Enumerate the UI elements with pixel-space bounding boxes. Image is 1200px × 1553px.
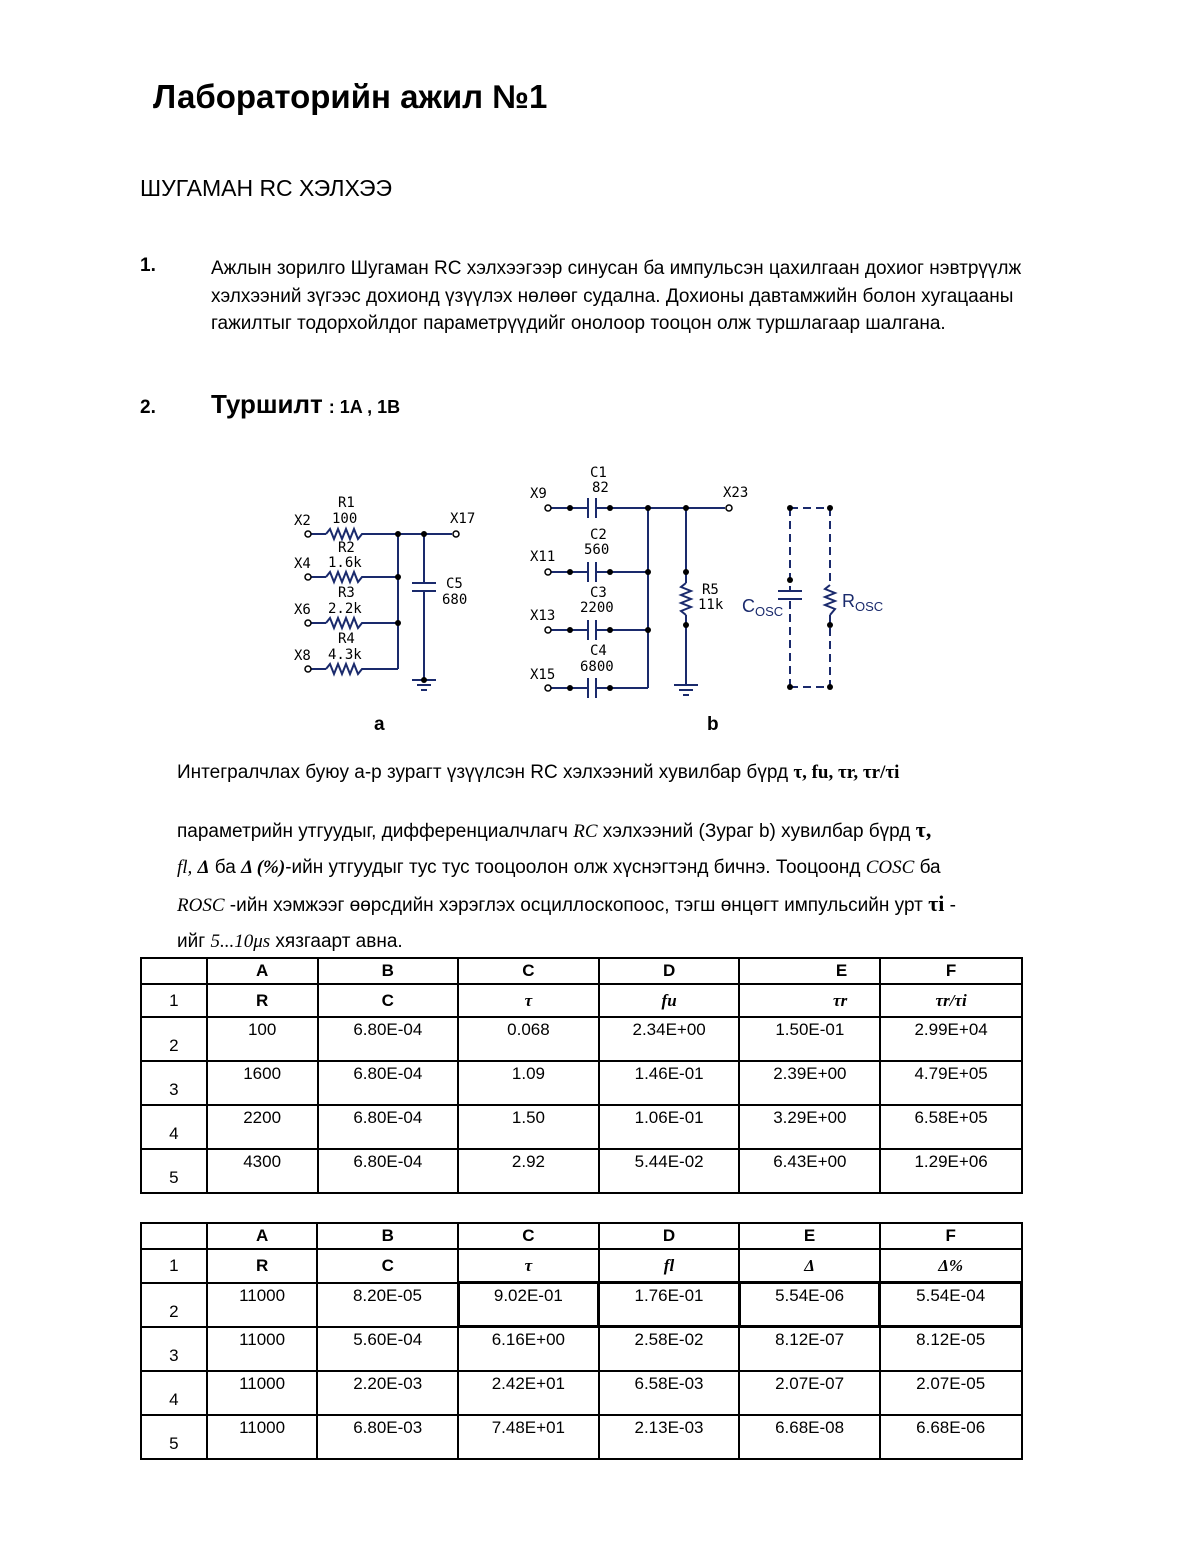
p2-text-1: параметрийн утгуудыг, дифференциалчлагч (177, 821, 574, 842)
header-r: R (207, 984, 318, 1017)
table-cell: 8.12E-05 (880, 1327, 1022, 1371)
table-cell: 2.92 (458, 1149, 599, 1193)
terminal-x23: X23 (723, 485, 749, 501)
page-title: Лабораторийн ажил №1 (153, 78, 548, 115)
terminal-x8: X8 (294, 648, 311, 664)
table-cell: 2.42E+01 (458, 1371, 599, 1415)
table-cell: 5.54E-04 (880, 1283, 1022, 1327)
p2-text-3: ба (209, 857, 242, 878)
table-cell: 1.76E-01 (599, 1283, 740, 1327)
table-row (141, 1415, 1022, 1459)
row-number: 3 (141, 1061, 207, 1105)
table-cell: 5.44E-02 (599, 1149, 740, 1193)
col-letter: D (599, 1223, 740, 1249)
p2-range: 5...10μs (210, 931, 271, 952)
col-letter: A (207, 958, 318, 984)
c5-value: 680 (442, 592, 468, 608)
header-tau-r: τr (739, 984, 880, 1017)
row-number: 4 (141, 1105, 207, 1149)
table-cell: 4.79E+05 (880, 1061, 1022, 1105)
row-number: 3 (141, 1327, 207, 1371)
terminal-x15: X15 (530, 667, 556, 683)
table-differentiating (140, 1222, 1023, 1460)
table-cell: 1.09 (458, 1061, 599, 1105)
row-number: 5 (141, 1149, 207, 1193)
table-cell: 0.068 (458, 1017, 599, 1061)
c2-name: C2 (590, 527, 607, 543)
row-number: 1 (141, 1249, 207, 1283)
p2-rosc: ROSC (177, 895, 225, 916)
table-cell: 8.12E-07 (739, 1327, 880, 1371)
header-c: C (317, 1249, 458, 1283)
table-cell: 6.80E-04 (318, 1105, 459, 1149)
figure-label-a: a (374, 714, 385, 735)
table-row (141, 1283, 1022, 1327)
table-cell: 5.60E-04 (317, 1327, 458, 1371)
header-tau: τ (458, 984, 599, 1017)
r2-value: 1.6k (328, 555, 362, 571)
r5-name: R5 (702, 582, 719, 598)
table-cell: 11000 (207, 1415, 318, 1459)
header-r: R (207, 1249, 318, 1283)
terminal-x4: X4 (294, 556, 311, 572)
header-fu: fu (599, 984, 740, 1017)
col-letter: F (880, 958, 1022, 984)
p2-text-9: хязгаарт авна. (270, 931, 403, 952)
table-cell: 6.16E+00 (458, 1327, 599, 1371)
c2-value: 560 (584, 542, 610, 558)
header-delta: Δ (739, 1249, 880, 1283)
paragraph-integrating-text: Интегралчлах буюу а-р зурагт үзүүлсэн RC хэлхээний хувилбар бүрд (177, 762, 789, 783)
table-cell: 6.80E-04 (318, 1061, 459, 1105)
r1-name: R1 (338, 495, 355, 511)
table-cell: 6.58E-03 (599, 1371, 740, 1415)
table-cell: 6.68E-06 (880, 1415, 1022, 1459)
table-cell: 2.39E+00 (739, 1061, 880, 1105)
table-row (141, 1149, 1022, 1193)
table-cell: 1.29E+06 (880, 1149, 1022, 1193)
table-cell: 3.29E+00 (739, 1105, 880, 1149)
row-number: 4 (141, 1371, 207, 1415)
header-c: C (318, 984, 459, 1017)
col-letter: C (458, 958, 599, 984)
table-header-row (141, 1249, 1022, 1283)
table-cell: 1.50E-01 (739, 1017, 880, 1061)
table-cell: 2.13E-03 (599, 1415, 740, 1459)
table-cell: 6.80E-04 (318, 1149, 459, 1193)
table-cell: 7.48E+01 (458, 1415, 599, 1459)
table-cell: 6.80E-03 (317, 1415, 458, 1459)
table-row (141, 1327, 1022, 1371)
col-letter: B (317, 1223, 458, 1249)
r5-value: 11k (698, 597, 724, 613)
table-cell: 100 (207, 1017, 318, 1061)
table-row (141, 1105, 1022, 1149)
goal-text: Ажлын зорилго Шугаман RC хэлхээгээр синусан ба импульсэн цахилгаан дохиог нэвтрүүлж хэлхээний зүгээс дохионд үзүүлэх нөлөөг судална. Дохионы давтамжийн болон хугацааны гажилтыг тодорхойлдог параметрүүдийг онолоор тооцон олж туршлагаар шалгана. (211, 258, 1022, 334)
paragraph-differentiating (177, 812, 1067, 960)
row-number: 2 (141, 1017, 207, 1061)
table-cell: 1.46E-01 (599, 1061, 740, 1105)
table-row (141, 1017, 1022, 1061)
col-letter: F (880, 1223, 1022, 1249)
table-cell: 4300 (207, 1149, 318, 1193)
table-cell: 6.68E-08 (739, 1415, 880, 1459)
c1-value: 82 (592, 480, 609, 496)
p2-text-7: - (944, 895, 956, 916)
table-cell: 5.54E-06 (739, 1283, 880, 1327)
experiment-heading (211, 389, 400, 420)
header-delta-pct: Δ% (880, 1249, 1022, 1283)
table-cell: 1.50 (458, 1105, 599, 1149)
r3-value: 2.2k (328, 601, 362, 617)
row-number: 5 (141, 1415, 207, 1459)
c5-name: C5 (446, 576, 463, 592)
p2-text-5: ба (914, 857, 941, 878)
terminal-x2: X2 (294, 513, 311, 529)
p2-rc: RC (573, 821, 598, 842)
r1-value: 100 (332, 511, 358, 527)
col-letter: C (458, 1223, 599, 1249)
table-corner (141, 958, 207, 984)
p2-text-2: хэлхээний (Зураг b) хувилбар бүрд (597, 821, 916, 842)
table-column-letters (141, 958, 1022, 984)
r2-name: R2 (338, 540, 355, 556)
table-cell: 2.20E-03 (317, 1371, 458, 1415)
p2-cosc: COSC (865, 857, 915, 878)
c3-name: C3 (590, 585, 607, 601)
r4-value: 4.3k (328, 647, 362, 663)
parameter-symbols: τ, fu, τr, τr/τi (793, 762, 900, 783)
col-letter: A (207, 1223, 318, 1249)
c4-name: C4 (590, 643, 607, 659)
terminal-x13: X13 (530, 608, 556, 624)
table-cell: 1600 (207, 1061, 318, 1105)
table-row (141, 1371, 1022, 1415)
header-fl: fl (599, 1249, 740, 1283)
p2-tau: τ, (915, 817, 932, 842)
table-integrating (140, 957, 1023, 1194)
table-cell: 2.34E+00 (599, 1017, 740, 1061)
col-letter: E (739, 1223, 880, 1249)
c3-value: 2200 (580, 600, 614, 616)
p2-delta: Δ (197, 857, 210, 878)
table-cell: 2.99E+04 (880, 1017, 1022, 1061)
table-cell: 2.07E-05 (880, 1371, 1022, 1415)
experiment-title: Туршилт (211, 389, 323, 419)
terminal-x6: X6 (294, 602, 311, 618)
paragraph-integrating (177, 762, 1067, 784)
cosc-label: $C_{OSC}$ (742, 596, 784, 619)
p2-text-8: ийг (177, 931, 211, 952)
r3-name: R3 (338, 585, 355, 601)
table-header-row (141, 984, 1022, 1017)
circuit-figure (280, 455, 900, 715)
table-cell: 1.06E-01 (599, 1105, 740, 1149)
p2-text-4: -ийн утгуудыг тус тус тооцоолон олж хүснэгтэнд бичнэ. Тооцоонд (285, 857, 866, 878)
r4-name: R4 (338, 631, 355, 647)
c4-value: 6800 (580, 659, 614, 675)
p2-fl: fl, (177, 857, 193, 878)
section-subtitle: ШУГАМАН RC ХЭЛХЭЭ (140, 175, 393, 201)
terminal-x17: X17 (450, 511, 476, 527)
table-corner (141, 1223, 207, 1249)
terminal-x11: X11 (530, 549, 556, 565)
figure-label-b: b (707, 714, 719, 735)
terminal-x9: X9 (530, 486, 547, 502)
table-cell: 2.07E-07 (739, 1371, 880, 1415)
table-row (141, 1061, 1022, 1105)
table-cell: 6.43E+00 (739, 1149, 880, 1193)
table-cell: 11000 (207, 1371, 318, 1415)
rosc-label: $R_{OSC}$ (842, 591, 884, 614)
col-letter: D (599, 958, 740, 984)
table-cell: 6.58E+05 (880, 1105, 1022, 1149)
c1-name: C1 (590, 465, 607, 481)
experiment-sub: : 1A , 1B (328, 397, 401, 417)
p2-delta-pct: Δ (%) (241, 857, 286, 878)
experiment-number: 2. (140, 397, 156, 418)
table-cell: 2.58E-02 (599, 1327, 740, 1371)
table-cell: 9.02E-01 (458, 1283, 599, 1327)
col-letter: B (318, 958, 459, 984)
table-cell: 8.20E-05 (317, 1283, 458, 1327)
table-cell: 2200 (207, 1105, 318, 1149)
table-cell: 11000 (207, 1283, 318, 1327)
table-cell: 6.80E-04 (318, 1017, 459, 1061)
row-number: 1 (141, 984, 207, 1017)
row-number: 2 (141, 1283, 207, 1327)
goal-number: 1. (140, 255, 156, 276)
table-column-letters (141, 1223, 1022, 1249)
table-cell: 11000 (207, 1327, 318, 1371)
p2-tau-i: τi (928, 891, 945, 916)
header-tau: τ (458, 1249, 599, 1283)
header-tau-ratio: τr/τi (880, 984, 1022, 1017)
p2-text-6: -ийн хэмжээг өөрсдийн хэрэглэх осциллоскопоос, тэгш өнцөгт импульсийн урт (224, 895, 929, 916)
col-letter: E (739, 958, 880, 984)
